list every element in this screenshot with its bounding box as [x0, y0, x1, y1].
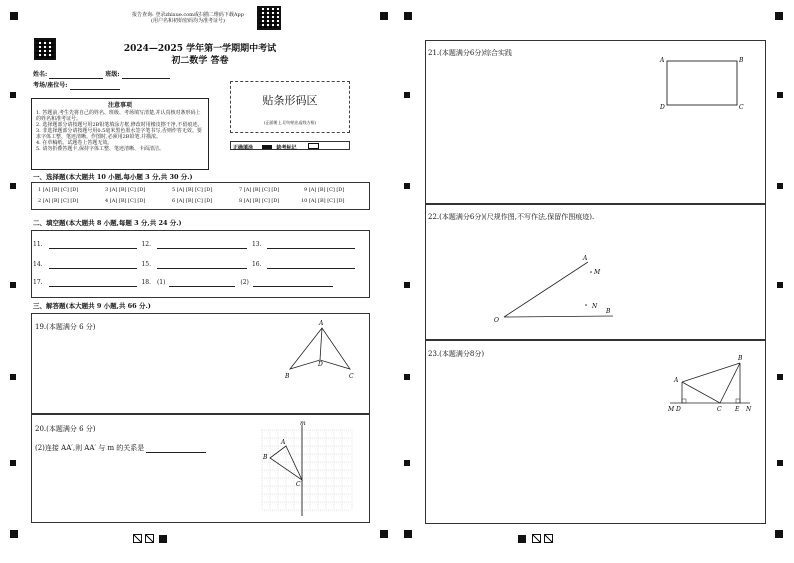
q23-point-n: N [746, 406, 752, 413]
q19-label: 19.(本题满分 6 分) [35, 323, 96, 331]
q12-field[interactable] [157, 248, 247, 249]
timing-mark [777, 92, 783, 98]
fill-row-1 [33, 241, 368, 249]
q23-shape [682, 363, 740, 403]
choice-q1[interactable]: 1 [A] [B] [C] [D] [38, 187, 79, 193]
q19-point-d: D [318, 361, 323, 368]
corner-block [775, 12, 783, 20]
timing-mark [10, 282, 16, 288]
room-info [33, 82, 223, 90]
fill-legend [230, 141, 350, 150]
correct-fill-label: 正确填涂 [233, 145, 254, 151]
q23-point-e: E [735, 406, 740, 413]
q17-field[interactable] [49, 286, 137, 287]
q22-ray-ob [504, 316, 613, 317]
choice-q5[interactable]: 5 [A] [B] [C] [D] [172, 187, 213, 193]
q20-sub-question [35, 444, 206, 453]
report-note-line1: 报告查询: 登录zhixue.com或扫描二维码下载App [132, 12, 244, 18]
student-qr-code [34, 38, 56, 60]
barcode-area [230, 81, 350, 133]
corner-block [10, 12, 18, 20]
corner-block [404, 530, 412, 538]
q21-rectangle [667, 61, 737, 105]
notice-title: 注意事项 [107, 102, 132, 109]
q21-point-a: A [660, 57, 665, 64]
q13-label: 13. [251, 241, 262, 248]
q16-field[interactable] [267, 268, 355, 269]
q19-point-a: A [319, 320, 324, 327]
class-label: 班级: [105, 71, 120, 78]
choice-q8[interactable]: 8 [A] [B] [C] [D] [239, 198, 280, 204]
timing-mark [10, 183, 16, 189]
student-info [33, 71, 223, 79]
q16-label: 16. [251, 261, 262, 268]
choice-q7[interactable]: 7 [A] [B] [C] [D] [239, 187, 280, 193]
q22-point-m: M [594, 269, 601, 276]
q22-point-a: A [583, 255, 588, 262]
correct-fill-sample [262, 145, 272, 149]
q18-part2-label: (2) [240, 279, 249, 286]
page-marker-block [518, 535, 526, 543]
choice-q6[interactable]: 6 [A] [B] [C] [D] [172, 198, 213, 204]
timing-mark [10, 92, 16, 98]
q13-field[interactable] [267, 248, 355, 249]
q20-point-b: B [263, 454, 268, 461]
missing-checkbox[interactable] [308, 143, 319, 149]
notice-item: 5. 请勿折叠答题卡,保持字体工整、笔迹清晰、卡面清洁。 [36, 146, 164, 152]
notice-item: 3. 非选择题部分请按题号用0.5毫米黑色墨水签字笔书写,否则作答无效。要求字体工整、笔迹清晰。作图时,必须用2B铅笔,并描浓。 [36, 128, 202, 140]
notice-item: 4. 在草稿纸、试题卷上答题无效。 [36, 140, 113, 146]
q19-point-b: B [285, 373, 290, 380]
timing-mark [404, 282, 410, 288]
q11-field[interactable] [49, 248, 137, 249]
fill-row-3 [33, 279, 368, 287]
barcode-title: 贴条形码区 [262, 94, 318, 107]
q20-point-a: A [281, 439, 286, 446]
q19-point-c: C [349, 373, 354, 380]
q20-point-c: C [296, 481, 301, 488]
timing-mark [10, 374, 16, 380]
q15-label: 15. [141, 261, 152, 268]
page-marker-icon [133, 534, 142, 543]
corner-block [380, 530, 388, 538]
exam-title: 2024—2025 学年第一学期期中考试 [123, 44, 277, 54]
q21-figure [658, 52, 748, 112]
report-note-line2: (用户名和初始密码均为准考证号) [151, 18, 225, 24]
page-marker-icon [544, 534, 553, 543]
q21-label: 21.(本题满分6分)综合实践 [428, 49, 513, 57]
q20-label: 20.(本题满分 6 分) [35, 425, 96, 433]
timing-mark [404, 460, 410, 466]
q18-label: 18. [141, 279, 152, 286]
page-marker-icon [145, 534, 154, 543]
q17-label: 17. [33, 279, 43, 286]
corner-block [775, 530, 783, 538]
q20-sub-text: (2)连接 AA′,则 AA′ 与 m 的关系是 [35, 444, 145, 452]
q23-point-m: M [668, 406, 675, 413]
q23-figure [664, 350, 760, 418]
q22-point-m-dot [590, 271, 592, 273]
page-marker-icon [532, 534, 541, 543]
timing-mark [777, 460, 783, 466]
barcode-note: (正面朝上,切勿贴出虚线方框) [263, 120, 317, 125]
timing-mark [404, 183, 410, 189]
timing-mark [10, 460, 16, 466]
q20-grid-figure [258, 420, 354, 518]
notice-item: 1. 答题前,考生先将自己的姓名、班级、考场填写清楚,并认真核对条形码上的姓名和准考证号。 [36, 110, 201, 122]
q23-right-angle-e [736, 399, 740, 403]
q23-point-b: B [738, 355, 743, 362]
choice-section-title: 一、选择题(本大题共 10 小题,每小题 3 分,共 30 分.) [33, 173, 193, 181]
report-query-note [118, 12, 258, 24]
choice-q9[interactable]: 9 [A] [B] [C] [D] [304, 187, 345, 193]
q23-point-c: C [717, 406, 722, 413]
room-label: 考场/座位号: [33, 82, 68, 89]
q11-label: 11. [33, 241, 43, 248]
q23-label: 23.(本题满分8分) [428, 350, 485, 358]
q22-point-b: B [606, 308, 611, 315]
download-qr-code [257, 6, 281, 30]
choice-q2[interactable]: 2 [A] [B] [C] [D] [38, 198, 79, 204]
fill-section-title: 二、填空题(本大题共 8 小题,每题 3 分,共 24 分.) [33, 219, 182, 227]
corner-block [380, 12, 388, 20]
q19-figure [280, 316, 370, 386]
missing-label: 缺考标记 [276, 145, 297, 151]
q23-point-d: D [676, 406, 681, 413]
choice-q4[interactable]: 4 [A] [B] [C] [D] [105, 198, 146, 204]
q20-answer-field[interactable] [146, 452, 206, 453]
q15-field[interactable] [157, 268, 247, 269]
notice-box [31, 98, 209, 170]
name-label: 姓名: [33, 71, 48, 78]
notice-item: 2. 选择题部分请按题号用2B铅笔填涂方框,修改时用橡皮擦干净,不留痕迹。 [36, 122, 203, 128]
corner-block [10, 530, 18, 538]
q12-label: 12. [141, 241, 152, 248]
answer-section-title: 三、解答题(本大题共 9 小题,共 66 分.) [33, 302, 151, 310]
name-field[interactable] [49, 78, 103, 79]
choice-q3[interactable]: 3 [A] [B] [C] [D] [105, 187, 146, 193]
q22-figure [490, 250, 620, 325]
q22-label: 22.(本题满分6分)(尺规作图,不写作法,保留作图痕迹). [428, 213, 595, 221]
room-field[interactable] [70, 89, 120, 90]
choice-q10[interactable]: 10 [A] [B] [C] [D] [301, 198, 345, 204]
q18-part1-label: (1) [156, 279, 166, 286]
exam-subtitle: 初二数学 答卷 [171, 56, 229, 66]
timing-mark [777, 374, 783, 380]
q22-point-n-dot [585, 304, 587, 306]
q18-part2-field[interactable] [253, 286, 333, 287]
q20-label-m: m [300, 420, 306, 427]
q22-ray-oa [504, 262, 588, 317]
class-field[interactable] [122, 78, 170, 79]
timing-mark [404, 92, 410, 98]
timing-mark [777, 183, 783, 189]
q14-label: 14. [33, 261, 43, 268]
q21-point-c: C [739, 104, 744, 111]
q23-point-a: A [674, 377, 679, 384]
fill-row-2 [33, 261, 368, 269]
q21-point-d: D [660, 104, 665, 111]
q14-field[interactable] [49, 268, 137, 269]
q22-point-o: O [494, 317, 499, 324]
page-marker-block [159, 535, 167, 543]
timing-mark [404, 374, 410, 380]
q22-point-n: N [592, 303, 598, 310]
timing-mark [777, 282, 783, 288]
q21-point-b: B [739, 57, 744, 64]
q18-part1-field[interactable] [169, 286, 235, 287]
corner-block [404, 12, 412, 20]
q20-grid [262, 430, 352, 510]
q23-right-angle-d [682, 399, 686, 403]
